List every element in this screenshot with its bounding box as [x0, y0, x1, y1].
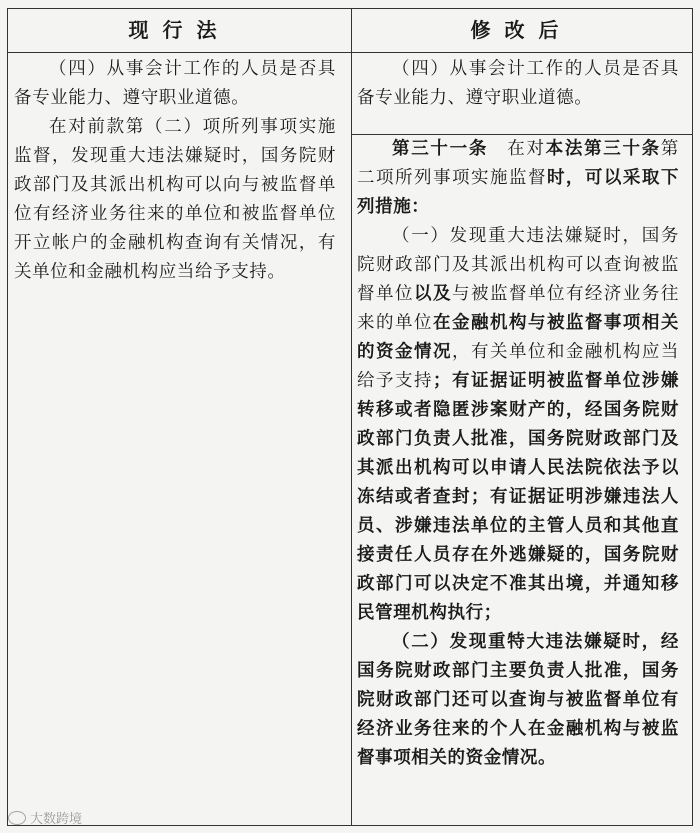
amended-item-2: （二）发现重特大违法嫌疑时，经国务院财政部门主要负责人批准，国务院财政部门还可以查询与被监督单位有经济业务往来的个人在金融机构与被监督事项相关的资金情况。 — [357, 632, 679, 768]
item1-part-f: ；有证据证明被监督单位涉嫌转移或者隐匿涉案财产的，经国务院财政部门负责人批准，国务院财政部门及其派出机构可以申请人民法院依法予以冻结或者查封；有证据证明涉嫌违法人员、涉嫌违法单位的主管人员和其他直接责任人员存在外逃嫌疑的，国务院财政部门可以决定不准其出境，并通知移民管理机构执行； — [357, 371, 679, 623]
table-header-row — [8, 9, 692, 53]
current-law-para-2: 在对前款第（二）项所列事项实施监督，发现重大违法嫌疑时，国务院财政部门及其派出机构可以向与被监督单位有经济业务往来的单位和被监督单位开立帐户的金融机构查询有关情况，有关单位和金融机构应当给予支持。 — [14, 117, 336, 282]
watermark-text: 大数跨境 — [30, 812, 83, 827]
article-number: 第三十一条 — [392, 139, 489, 159]
article-text-a: 在对 — [488, 139, 546, 159]
item1-part-c: 与被监督单位有经济业务往来的单位 — [357, 284, 680, 333]
amended-column-top — [357, 55, 679, 113]
watermark — [8, 808, 82, 827]
column-divider — [351, 9, 352, 825]
article-text-b: 本法第三十条 — [545, 139, 661, 159]
current-law-para-1: （四）从事会计工作的人员是否具备专业能力、遵守职业道德。 — [14, 59, 336, 108]
article-31 — [357, 135, 679, 222]
amended-item-1 — [357, 222, 679, 628]
header-current-law: 现行法 — [128, 18, 231, 42]
weibo-icon — [8, 811, 26, 825]
article-text-d: 时，可以采取下列措施： — [357, 168, 679, 217]
item1-part-d: 在金融机构与被监督事项相关的资金情况 — [357, 313, 679, 362]
article-text-c: 第二项所列事项实施监督 — [357, 139, 679, 188]
item1-part-e: ，有关单位和金融机构应当给予支持 — [357, 342, 679, 391]
amended-para-1: （四）从事会计工作的人员是否具备专业能力、遵守职业道德。 — [357, 59, 679, 108]
current-law-column — [14, 55, 336, 287]
item1-part-b: 以及 — [413, 284, 452, 304]
amended-column-body — [357, 135, 679, 773]
item1-part-a: （一）发现重大违法嫌疑时，国务院财政部门及其派出机构可以查询被监督单位 — [357, 226, 679, 304]
header-amended: 修改后 — [470, 18, 573, 42]
